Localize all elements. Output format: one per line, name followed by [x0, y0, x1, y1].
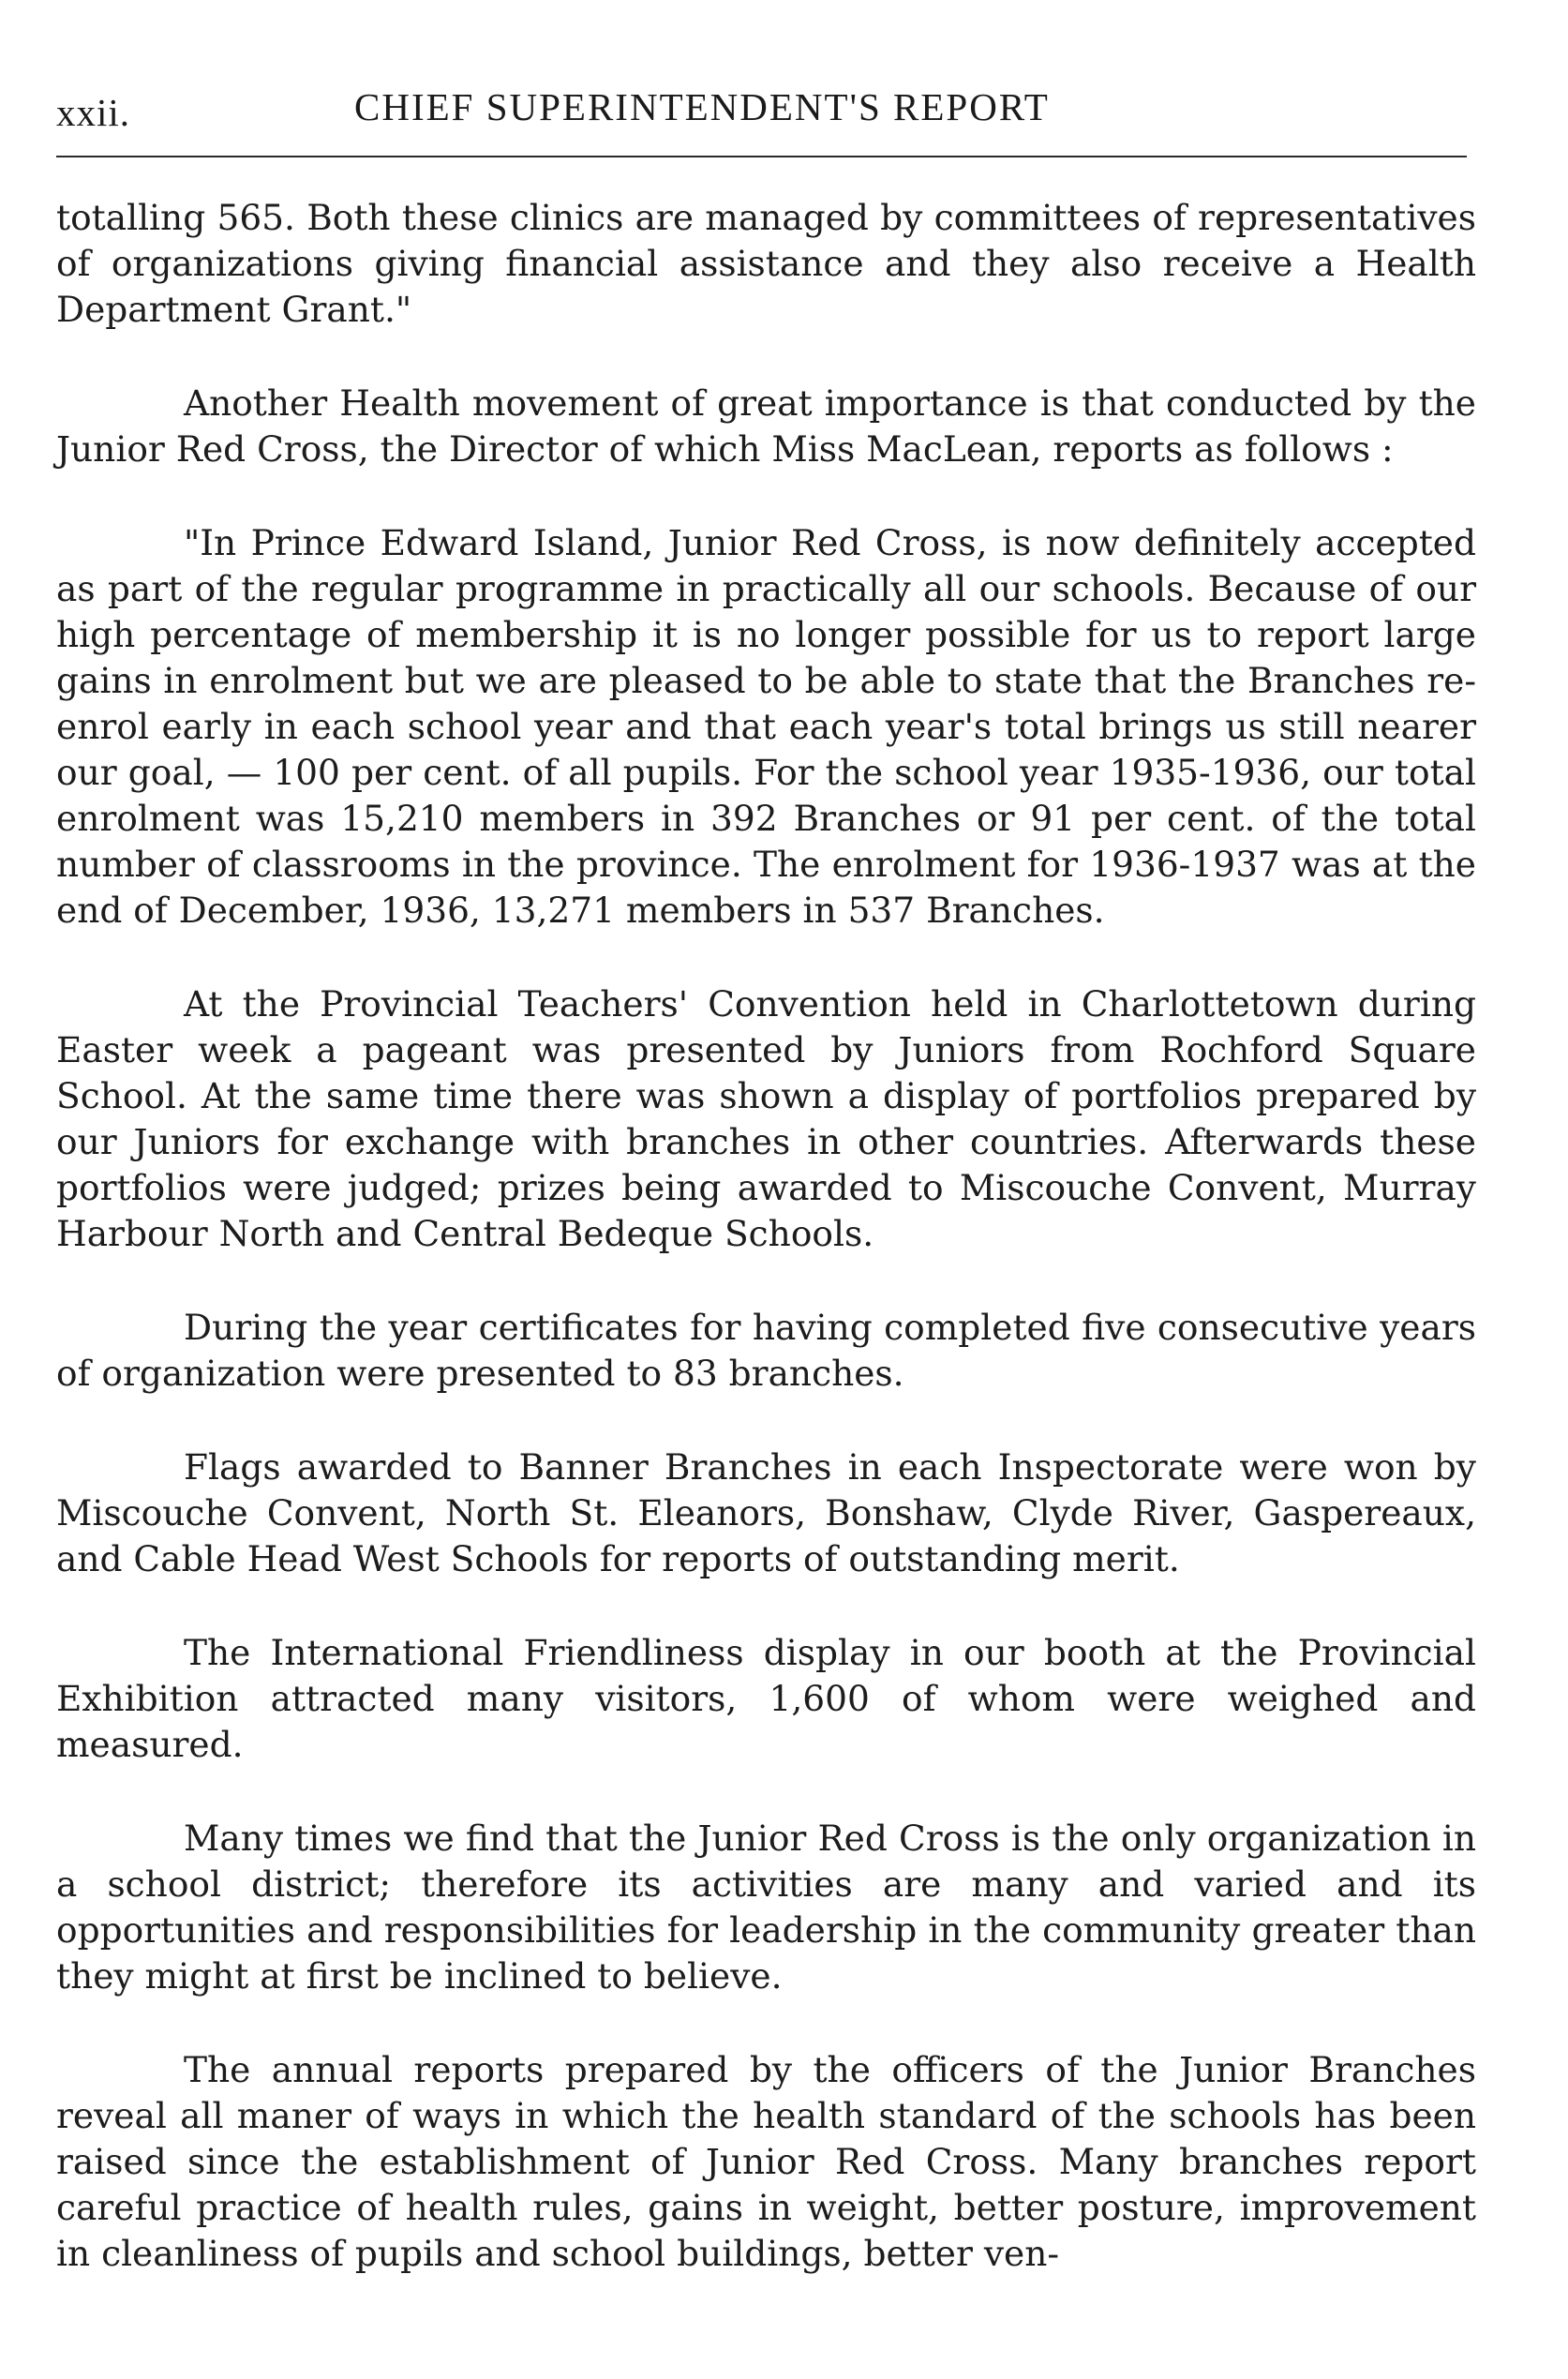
document-page [56, 84, 1481, 2274]
paragraph: During the year certificates for having completed five consecutive years of organization were presented to 83 branches. [56, 1307, 1476, 1394]
page-header [56, 84, 1481, 150]
paragraph: Flags awarded to Banner Branches in each Inspectorate were won by Miscouche Convent, North St. Eleanors, Bonshaw, Clyde River, Gaspereaux, and Cable Head West Schools for reports of outstanding merit. [56, 1446, 1476, 1579]
paragraph: Another Health movement of great importance is that conducted by the Junior Red Cross, the Director of which Miss MacLean, reports as follows : [56, 382, 1476, 470]
paragraph: Many times we find that the Junior Red Cross is the only organization in a school district; therefore its activities are many and varied and its opportunities and responsibilities for leadership in the community greater than they might at first be inclined to believe. [56, 1818, 1476, 1997]
page-number: xxii. [56, 91, 131, 134]
body-text [56, 195, 1476, 2325]
paragraph: "In Prince Edward Island, Junior Red Cross, is now definitely accepted as part of the regular programme in practically all our schools. Because of our high percentage of membership it is no longer possible for us to report large gains in enrolment but we are pleased to be able to state that the Branches re-enrol early in each school year and that each year's total brings us still nearer our goal, — 100 per cent. of all pupils. For the school year 1935-1936, our total enrolment was 15,210 members in 392 Branches or 91 per cent. of the total number of classrooms in the province. The enrolment for 1936-1937 was at the end of December, 1936, 13,271 members in 537 Branches. [56, 522, 1476, 931]
paragraph: totalling 565. Both these clinics are managed by committees of representatives of organizations giving financial assistance and they also receive a Health Department Grant." [56, 197, 1476, 330]
paragraph: The International Friendliness display in our booth at the Provincial Exhibition attracted many visitors, 1,600 of whom were weighed and measured. [56, 1632, 1476, 1765]
header-rule [56, 156, 1467, 157]
paragraph: The annual reports prepared by the officers of the Junior Branches reveal all maner of ways in which the health standard of the schools has been raised since the establishment of Junior Red Cross. Many branches report careful practice of health rules, gains in weight, better posture, improvement in cleanliness of pupils and school buildings, better ven- [56, 2049, 1476, 2274]
paragraph: At the Provincial Teachers' Convention held in Charlottetown during Easter week a pageant was presented by Juniors from Rochford Square School. At the same time there was shown a display of portfolios prepared by our Juniors for exchange with branches in other countries. Afterwards these portfolios were judged; prizes being awarded to Miscouche Convent, Murray Harbour North and Central Bedeque Schools. [56, 983, 1476, 1254]
running-title: CHIEF SUPERINTENDENT'S REPORT [354, 85, 1050, 128]
